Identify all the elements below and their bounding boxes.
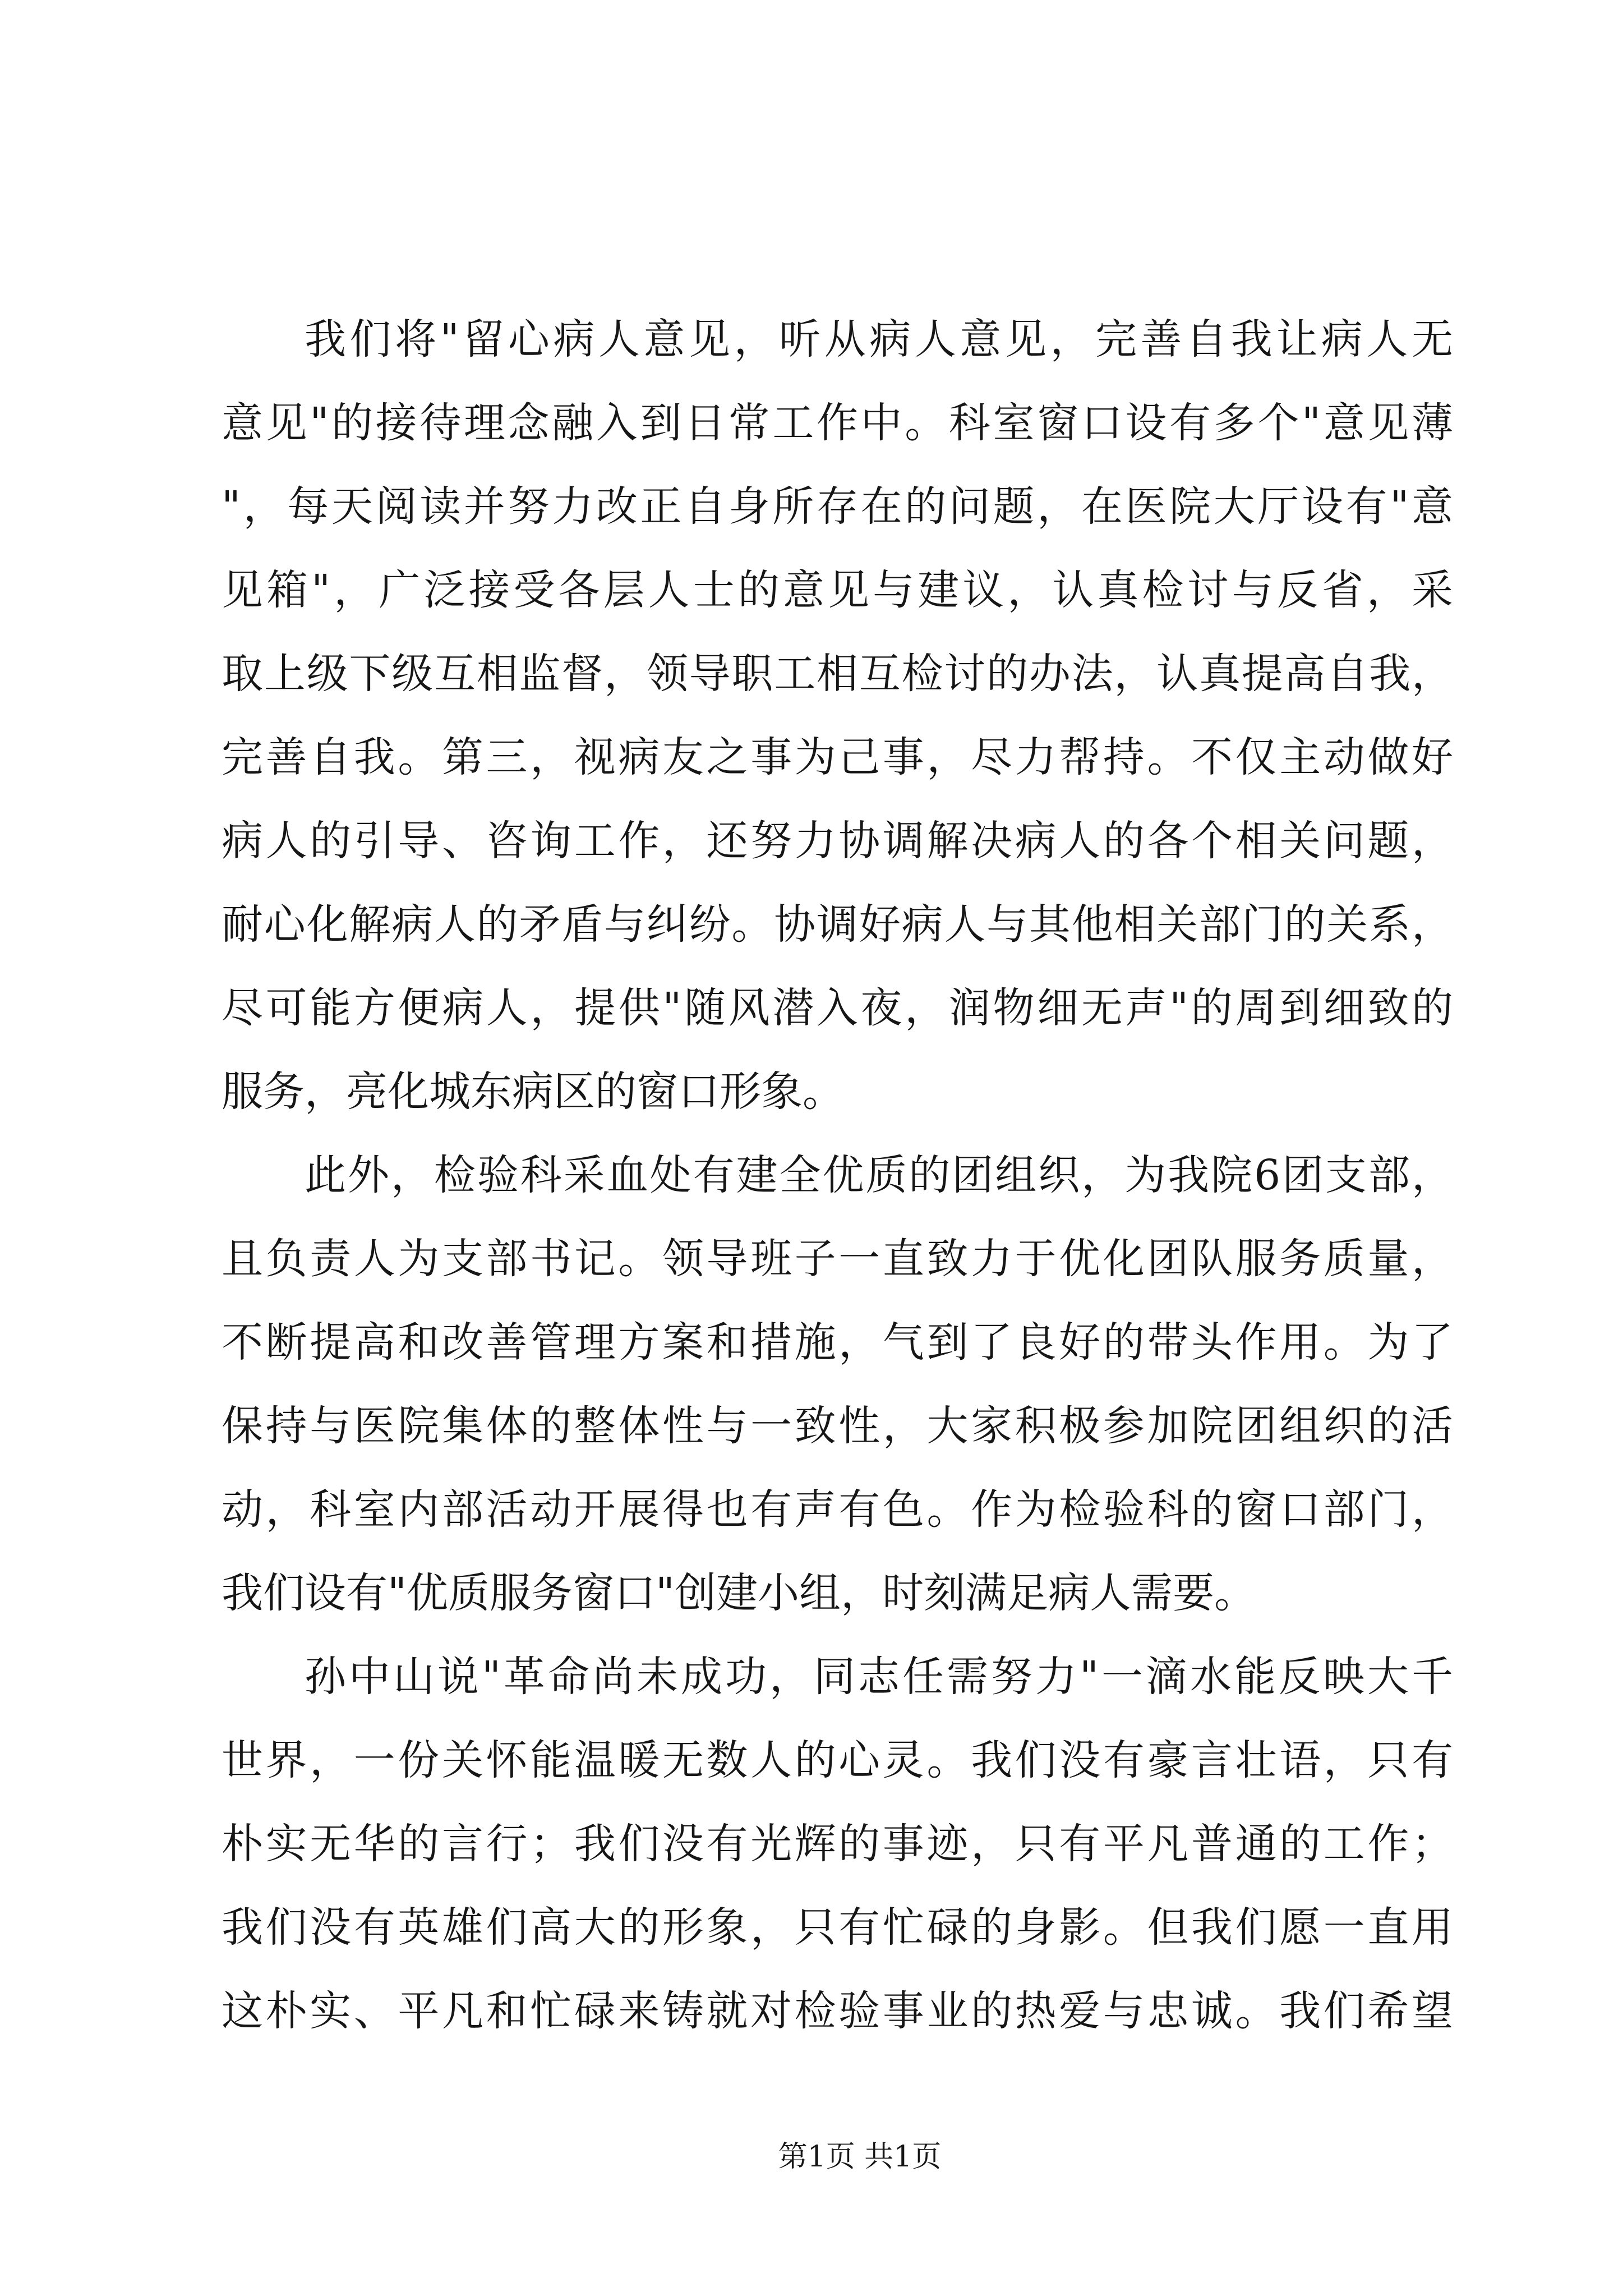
body-text-line: 孙中山说"革命尚未成功，同志任需努力"一滴水能反映大千	[305, 1653, 1453, 1701]
body-text-line: 我们没有英雄们高大的形象，只有忙碌的身影。但我们愿一直用	[222, 1903, 1453, 1952]
body-text-line: 耐心化解病人的矛盾与纠纷。协调好病人与其他相关部门的关系，	[222, 900, 1453, 949]
paragraph	[222, 1134, 1453, 1635]
body-text-line: 保持与医院集体的整体性与一致性，大家积极参加院团组织的活	[222, 1402, 1453, 1450]
document-body	[222, 298, 1453, 2053]
body-text-line: 动，科室内部活动开展得也有声有色。作为检验科的窗口部门，	[222, 1485, 1453, 1534]
body-text-line: 意见"的接待理念融入到日常工作中。科室窗口设有多个"意见薄	[222, 399, 1453, 447]
paragraph	[222, 1635, 1453, 2053]
body-text-line: 完善自我。第三，视病友之事为己事，尽力帮持。不仅主动做好	[222, 733, 1453, 781]
body-text-line: 服务，亮化城东病区的窗口形象。	[222, 1068, 844, 1116]
body-text-line: 不断提高和改善管理方案和措施，气到了良好的带头作用。为了	[222, 1318, 1453, 1366]
body-text-line: "，每天阅读并努力改正自身所存在的问题，在医院大厅设有"意	[222, 482, 1453, 531]
body-text-line: 此外，检验科采血处有建全优质的团组织，为我院6团支部，	[305, 1151, 1453, 1199]
body-text-line: 这朴实、平凡和忙碌来铸就对检验事业的热爱与忠诚。我们希望	[222, 1987, 1453, 2035]
paragraph	[222, 298, 1453, 1134]
body-text-line: 我们将"留心病人意见，听从病人意见，完善自我让病人无	[305, 315, 1453, 364]
body-text-line: 且负责人为支部书记。领导班子一直致力于优化团队服务质量，	[222, 1235, 1453, 1283]
body-text-line: 我们设有"优质服务窗口"创建小组，时刻满足病人需要。	[222, 1569, 1256, 1617]
body-text-line: 世界，一份关怀能温暖无数人的心灵。我们没有豪言壮语，只有	[222, 1736, 1453, 1784]
body-text-line: 病人的引导、咨询工作，还努力协调解决病人的各个相关问题，	[222, 817, 1453, 865]
page-footer: 第1页 共1页	[778, 2140, 942, 2174]
body-text-line: 朴实无华的言行；我们没有光辉的事迹，只有平凡普通的工作；	[222, 1820, 1453, 1868]
body-text-line: 见箱"，广泛接受各层人士的意见与建议，认真检讨与反省，采	[222, 566, 1453, 614]
body-text-line: 取上级下级互相监督，领导职工相互检讨的办法，认真提高自我，	[222, 650, 1453, 698]
body-text-line: 尽可能方便病人，提供"随风潜入夜，润物细无声"的周到细致的	[222, 984, 1453, 1032]
